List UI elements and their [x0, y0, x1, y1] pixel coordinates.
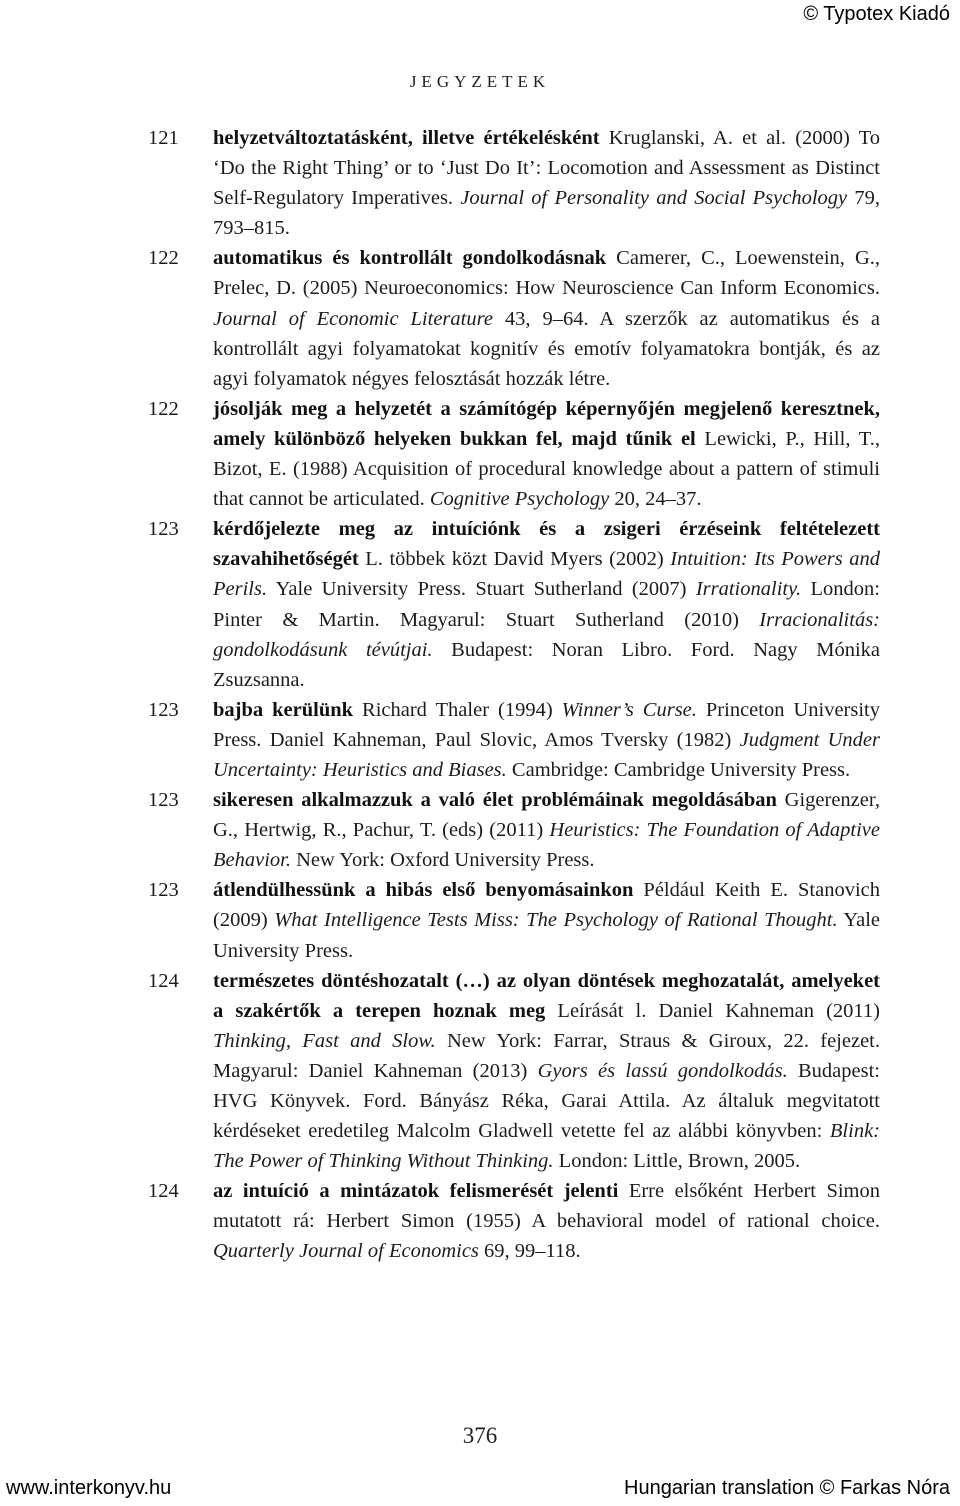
note-page-ref: 124	[148, 1180, 179, 1203]
note-reference-text: London: Little, Brown, 2005.	[553, 1150, 801, 1173]
note-reference-text: Gigerenzer, G., Hertwig, R., Pachur, T. (eds) (2011)	[213, 789, 880, 842]
note-title: Judgment Under Uncertainty: Heuristics and Biases.	[213, 728, 880, 781]
note-reference-text: Lewicki, P., Hill, T., Bizot, E. (1988) Acquisition of procedural knowledge about a pattern of stimuli that cannot be articulated.	[213, 427, 880, 511]
note-page-ref: 123	[148, 789, 179, 812]
note-entry	[148, 875, 880, 965]
note-keyword: jósolják meg a helyzetét a számítógép képernyőjén megjelenő keresztnek, amely különböző helyeken bukkan fel, majd tűnik el	[213, 397, 880, 450]
note-entry	[148, 123, 880, 243]
note-title: Quarterly Journal of Economics	[213, 1240, 479, 1263]
note-entry	[148, 695, 880, 785]
note-page-ref: 121	[148, 127, 179, 149]
note-title: Intuition: Its Powers and Perils.	[213, 548, 881, 601]
note-title: Journal of Personality and Social Psychology	[460, 187, 848, 210]
note-entry	[148, 785, 880, 875]
note-reference-text: Yale University Press. Stuart Sutherland (2007)	[267, 578, 696, 601]
note-page-ref: 122	[148, 397, 179, 420]
note-title: What Intelligence Tests Miss: The Psychology of Rational Thought.	[274, 909, 838, 932]
watermark-translation-credit: Hungarian translation © Farkas Nóra	[624, 1477, 950, 1499]
note-reference-text: Camerer, C., Loewenstein, G., Prelec, D. (2005) Neuroeconomics: How Neuroscience Can Inform Economics.	[213, 247, 880, 300]
note-text	[213, 123, 880, 243]
note-reference-text: L. többek közt David Myers (2002)	[358, 548, 671, 571]
note-entry	[148, 514, 880, 695]
note-keyword: átlendülhessünk a hibás első benyomásainkon	[213, 879, 634, 902]
note-reference-text: New York: Oxford University Press.	[291, 849, 595, 872]
note-title: Blink: The Power of Thinking Without Thinking.	[213, 1120, 880, 1173]
note-keyword: sikeresen alkalmazzuk a való élet problémáinak megoldásában	[213, 789, 777, 812]
note-title: Irracionalitás: gondolkodásunk tévútjai.	[213, 608, 880, 661]
note-reference-text: Cambridge: Cambridge University Press.	[506, 758, 851, 781]
note-reference-text: 20, 24–37.	[609, 488, 702, 511]
note-keyword: kérdőjelezte meg az intuíciónk és a zsigeri érzéseink feltételezett szavahihetőségét	[213, 518, 880, 571]
watermark-website: www.interkonyv.hu	[6, 1477, 172, 1499]
note-entry	[148, 394, 880, 514]
note-page-ref: 122	[148, 247, 179, 270]
note-reference-text: Yale University Press.	[213, 909, 880, 962]
watermark-top: © Typotex Kiadó	[803, 3, 950, 25]
note-reference-text: Princeton University Press. Daniel Kahneman, Paul Slovic, Amos Tversky (1982)	[213, 698, 880, 751]
note-reference-text: 69, 99–118.	[478, 1240, 581, 1263]
notes-list	[148, 123, 880, 1267]
note-text	[213, 243, 880, 393]
note-keyword: automatikus és kontrollált gondolkodásnak	[213, 247, 607, 270]
note-reference-text: Leírását l. Daniel Kahneman (2011)	[545, 999, 880, 1022]
note-title: Winner’s Curse.	[561, 698, 697, 721]
note-text	[213, 394, 880, 514]
note-title: Gyors és lassú gondolkodás.	[537, 1059, 788, 1082]
note-text	[213, 514, 880, 695]
note-title: Irrationality.	[695, 578, 802, 601]
note-text	[213, 785, 880, 875]
note-title: Journal of Economic Literature	[213, 307, 493, 330]
note-page-ref: 123	[148, 879, 179, 902]
note-title: Thinking, Fast and Slow.	[213, 1029, 436, 1052]
note-entry	[148, 1176, 880, 1266]
note-text	[213, 695, 880, 785]
note-reference-text: 43, 9–64. A szerzők az automatikus és a kontrollált agyi folyamatokat kognitív és emotív folyamatokra bontják, és az agyi folyamatok négyes felosztását hozzák létre.	[213, 307, 880, 390]
note-text	[213, 1176, 880, 1266]
note-text	[213, 875, 880, 965]
running-head: JEGYZETEK	[409, 72, 551, 91]
note-page-ref: 123	[148, 698, 179, 721]
note-keyword: helyzetváltoztatásként, illetve értékelésként	[213, 127, 600, 149]
note-reference-text: London: Pinter & Martin. Magyarul: Stuart Sutherland (2010)	[213, 578, 881, 631]
note-reference-text: Erre elsőként Herbert Simon mutatott rá: Herbert Simon (1955) A behavioral model of rational choice.	[213, 1180, 880, 1233]
note-entry	[148, 966, 880, 1177]
note-title: Heuristics: The Foundation of Adaptive Behavior.	[213, 819, 881, 872]
note-entry	[148, 243, 880, 393]
note-reference-text: Budapest: HVG Könyvek. Ford. Bányász Réka, Garai Attila. Az általuk megvitatott kérdéseket eredetileg Malcolm Gladwell vetette fel az alábbi könyvben:	[213, 1059, 880, 1143]
note-reference-text: New York: Farrar, Straus & Giroux, 22. fejezet. Magyarul: Daniel Kahneman (2013)	[213, 1029, 880, 1082]
note-keyword: az intuíció a mintázatok felismerését jelenti	[213, 1180, 619, 1203]
note-title: Cognitive Psychology	[429, 488, 610, 511]
note-reference-text: Például Keith E. Stanovich (2009)	[213, 879, 881, 932]
note-reference-text: 79, 793–815.	[213, 187, 881, 240]
note-keyword: természetes döntéshozatalt (…) az olyan döntések meghozatalát, amelyeket a szakértők a terepen hoznak meg	[213, 969, 880, 1022]
note-page-ref: 124	[148, 969, 179, 992]
note-keyword: bajba kerülünk	[213, 698, 354, 721]
note-reference-text: Kruglanski, A. et al. (2000) To ‘Do the Right Thing’ or to ‘Just Do It’: Locomotion and Assessment as Distinct Self-Regulatory Imperatives.	[213, 127, 880, 210]
page-number: 376	[462, 1423, 498, 1448]
note-reference-text: Richard Thaler (1994)	[353, 698, 562, 721]
note-text	[213, 966, 880, 1177]
note-reference-text: Budapest: Noran Libro. Ford. Nagy Mónika Zsuzsanna.	[213, 638, 880, 691]
note-page-ref: 123	[148, 518, 179, 541]
